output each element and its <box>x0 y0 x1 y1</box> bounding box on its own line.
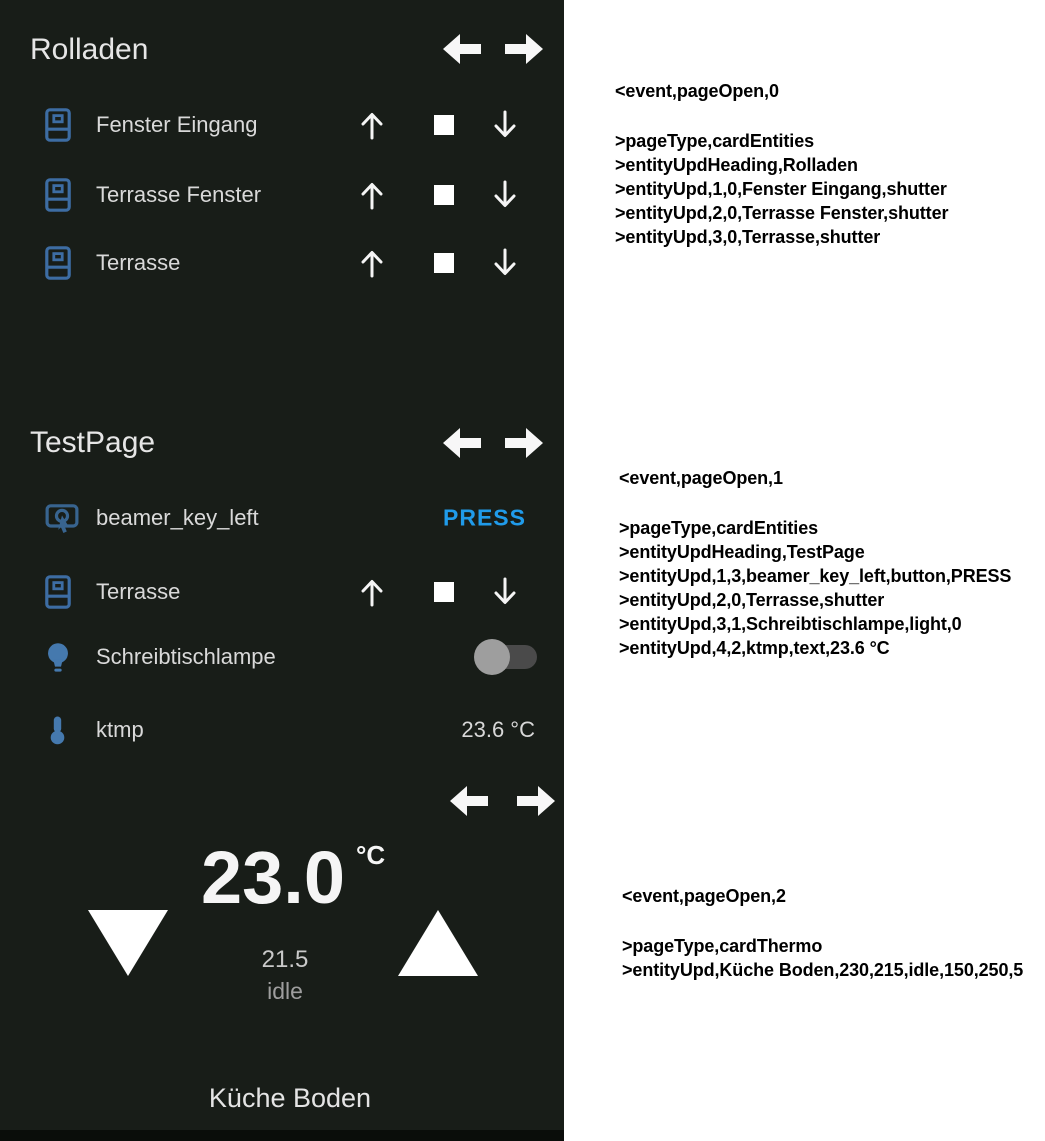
triangle-down-icon <box>88 910 168 976</box>
tap-button-icon <box>45 501 79 535</box>
arrow-up-icon <box>359 247 385 279</box>
entity-label: Fenster Eingang <box>96 112 258 137</box>
prev-page-button[interactable] <box>443 428 481 458</box>
shutter-icon <box>45 575 71 609</box>
protocol-line: >pageType,cardEntities <box>619 518 819 538</box>
current-temperature: 23.0 <box>201 836 346 919</box>
protocol-line: >entityUpd,1,0,Fenster Eingang,shutter <box>615 179 947 199</box>
protocol-line: >entityUpd,4,2,ktmp,text,23.6 °C <box>619 638 890 658</box>
next-page-button[interactable] <box>517 786 555 816</box>
protocol-line: <event,pageOpen,0 <box>615 81 779 101</box>
thermometer-icon <box>45 715 70 745</box>
entity-label: ktmp <box>96 717 144 742</box>
entity-label: Schreibtischlampe <box>96 644 276 669</box>
shutter-up-button[interactable] <box>359 109 385 141</box>
press-button[interactable]: PRESS <box>443 504 526 531</box>
panel-bottom-strip <box>0 1130 564 1141</box>
entity-row <box>0 496 564 540</box>
entity-row <box>0 173 564 217</box>
shutter-stop-button[interactable] <box>434 582 454 602</box>
temperature-unit: °C <box>356 840 386 870</box>
shutter-stop-button[interactable] <box>434 185 454 205</box>
protocol-line: <event,pageOpen,2 <box>622 886 786 906</box>
entity-label: Terrasse Fenster <box>96 182 262 207</box>
stop-icon <box>434 185 454 205</box>
prev-page-button[interactable] <box>443 34 481 64</box>
arrow-down-icon <box>492 179 518 211</box>
arrow-up-icon <box>359 109 385 141</box>
shutter-down-button[interactable] <box>492 109 518 141</box>
protocol-line: >entityUpd,1,3,beamer_key_left,button,PRESS <box>619 566 1012 586</box>
protocol-line: <event,pageOpen,1 <box>619 468 783 488</box>
shutter-icon <box>45 178 71 212</box>
blank-line <box>622 908 1023 934</box>
shutter-stop-button[interactable] <box>434 115 454 135</box>
shutter-icon <box>45 246 71 280</box>
protocol-line: >entityUpd,3,0,Terrasse,shutter <box>615 227 881 247</box>
arrow-up-icon <box>359 179 385 211</box>
protocol-block-page0 <box>615 79 948 249</box>
entity-label: Terrasse <box>96 579 181 604</box>
entity-row <box>0 708 564 752</box>
light-bulb-icon <box>45 642 71 672</box>
blank-line <box>619 490 1011 516</box>
entity-row <box>0 103 564 147</box>
next-page-button[interactable] <box>505 428 543 458</box>
shutter-down-button[interactable] <box>492 247 518 279</box>
protocol-block-page2 <box>622 884 1023 982</box>
stop-icon <box>434 115 454 135</box>
entity-row <box>0 570 564 614</box>
entity-row <box>0 241 564 285</box>
entity-label: beamer_key_left <box>96 505 259 530</box>
shutter-icon <box>45 108 71 142</box>
protocol-line: >pageType,cardEntities <box>615 131 815 151</box>
triangle-up-icon <box>398 910 478 976</box>
toggle-knob <box>474 639 510 675</box>
shutter-up-button[interactable] <box>359 179 385 211</box>
entity-label: Terrasse <box>96 250 181 275</box>
page-title-testpage: TestPage <box>30 426 156 459</box>
thermostat-name: Küche Boden <box>208 1083 372 1113</box>
page-title-rolladen: Rolladen <box>30 33 149 66</box>
temperature-value: 23.6 °C <box>461 717 535 742</box>
shutter-down-button[interactable] <box>492 179 518 211</box>
protocol-line: >pageType,cardThermo <box>622 936 823 956</box>
shutter-up-button[interactable] <box>359 576 385 608</box>
stop-icon <box>434 582 454 602</box>
shutter-stop-button[interactable] <box>434 253 454 273</box>
protocol-block-page1 <box>619 466 1011 660</box>
protocol-line: >entityUpdHeading,TestPage <box>619 542 865 562</box>
temp-increase-button[interactable] <box>398 910 478 976</box>
arrow-up-icon <box>359 576 385 608</box>
arrow-down-icon <box>492 247 518 279</box>
protocol-line: >entityUpd,Küche Boden,230,215,idle,150,250,5 <box>622 960 1024 980</box>
protocol-line: >entityUpd,2,0,Terrasse Fenster,shutter <box>615 203 949 223</box>
temp-decrease-button[interactable] <box>88 910 168 976</box>
thermostat-status: idle <box>267 978 303 1004</box>
arrow-down-icon <box>492 109 518 141</box>
light-toggle-switch[interactable] <box>472 637 538 677</box>
stop-icon <box>434 253 454 273</box>
protocol-line: >entityUpd,3,1,Schreibtischlampe,light,0 <box>619 614 962 634</box>
shutter-down-button[interactable] <box>492 576 518 608</box>
blank-line <box>615 103 948 129</box>
target-temperature: 21.5 <box>261 946 309 973</box>
shutter-up-button[interactable] <box>359 247 385 279</box>
prev-page-button[interactable] <box>450 786 488 816</box>
next-page-button[interactable] <box>505 34 543 64</box>
arrow-down-icon <box>492 576 518 608</box>
protocol-line: >entityUpdHeading,Rolladen <box>615 155 858 175</box>
protocol-line: >entityUpd,2,0,Terrasse,shutter <box>619 590 885 610</box>
